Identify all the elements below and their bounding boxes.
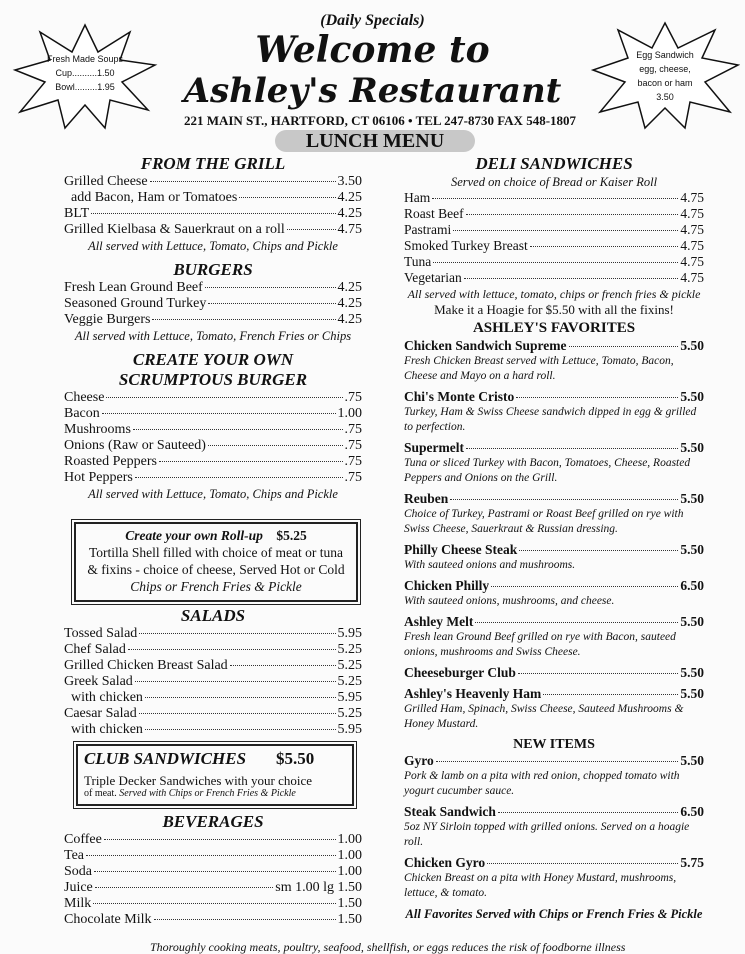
item-name: Milk xyxy=(64,896,92,911)
item-price: 4.75 xyxy=(680,238,704,253)
favorite-item xyxy=(404,804,704,850)
dot-leader xyxy=(516,397,678,398)
item-price: 5.50 xyxy=(680,338,704,353)
dot-leader xyxy=(94,871,336,872)
item-price: sm 1.00 lg 1.50 xyxy=(275,880,362,895)
menu-item xyxy=(64,706,362,722)
favorite-item-header xyxy=(404,686,704,702)
menu-item xyxy=(64,454,362,470)
item-name: Roast Beef xyxy=(404,206,464,221)
item-price: 5.50 xyxy=(680,753,704,768)
item-name: Tea xyxy=(64,848,85,863)
club-price: $5.50 xyxy=(276,749,315,768)
favorites-sides-note: All Favorites Served with Chips or French Fries & Pickle xyxy=(405,907,703,921)
item-name: Greek Salad xyxy=(64,674,133,689)
item-price: 5.75 xyxy=(680,855,704,870)
item-description: Chicken Breast on a pita with Honey Mustard, mushrooms, lettuce, & tomato. xyxy=(404,872,677,899)
item-price: 5.25 xyxy=(337,658,362,673)
item-description: 5oz NY Sirloin topped with grilled onions. Served on a hoagie roll. xyxy=(404,821,690,848)
menu-item xyxy=(64,864,362,880)
egg-line: egg, cheese, xyxy=(639,64,691,74)
item-price: 5.50 xyxy=(680,665,704,680)
rollup-box xyxy=(74,522,358,602)
item-price: 4.25 xyxy=(337,280,362,295)
welcome-title: Welcome to xyxy=(255,29,490,71)
hoagie-note: Make it a Hoagie for $5.50 with all the fixins! xyxy=(434,302,674,317)
item-description: Pork & lamb on a pita with red onion, chopped tomato with yogurt cucumber sauce. xyxy=(404,770,680,797)
item-price: 5.95 xyxy=(337,626,362,641)
dot-leader xyxy=(487,863,678,864)
dot-leader xyxy=(491,586,678,587)
dot-leader xyxy=(208,445,343,446)
deli-list xyxy=(404,190,704,286)
menu-item xyxy=(64,626,362,642)
item-price: .75 xyxy=(344,422,362,437)
dot-leader xyxy=(239,197,335,198)
item-name: Mushrooms xyxy=(64,422,131,437)
item-name: Chocolate Milk xyxy=(64,912,152,927)
favorite-item-header xyxy=(404,804,704,820)
dot-leader xyxy=(475,622,678,623)
item-name: Cheeseburger Club xyxy=(404,665,516,680)
grill-list xyxy=(64,174,362,238)
soup-burst xyxy=(10,20,160,130)
item-name: Chicken Gyro xyxy=(404,855,486,870)
rollup-title: Create your own Roll-up xyxy=(125,528,263,543)
item-name: Bacon xyxy=(64,406,100,421)
dot-leader xyxy=(91,213,335,214)
item-price: .75 xyxy=(344,438,362,453)
beverages-heading: BEVERAGES xyxy=(162,812,264,831)
item-price: 4.75 xyxy=(680,222,704,237)
restaurant-name: Ashley's Restaurant xyxy=(183,71,562,111)
menu-item xyxy=(64,832,362,848)
dot-leader xyxy=(543,694,678,695)
menu-item xyxy=(404,222,704,238)
menu-item xyxy=(64,296,362,312)
dot-leader xyxy=(154,919,336,920)
item-price: 5.50 xyxy=(680,542,704,557)
deli-heading: DELI SANDWICHES xyxy=(475,154,633,173)
menu-item xyxy=(64,390,362,406)
item-name: Hot Peppers xyxy=(64,470,133,485)
dot-leader xyxy=(128,649,336,650)
favorite-item xyxy=(404,614,704,660)
menu-item xyxy=(64,642,362,658)
favorite-item xyxy=(404,389,704,435)
item-name: Ashley's Heavenly Ham xyxy=(404,686,542,701)
egg-line: Egg Sandwich xyxy=(636,50,694,60)
item-name: Ashley Melt xyxy=(404,614,474,629)
favorite-item xyxy=(404,338,704,384)
menu-item xyxy=(404,238,704,254)
item-name: Grilled Kielbasa & Sauerkraut on a roll xyxy=(64,222,285,237)
create-heading-2: SCRUMPTOUS BURGER xyxy=(118,370,308,389)
address: 221 MAIN ST., HARTFORD, CT 06106 • TEL 247-8730 FAX 548-1807 xyxy=(183,113,577,128)
dot-leader xyxy=(95,887,274,888)
item-price: 5.50 xyxy=(680,440,704,455)
dot-leader xyxy=(205,287,336,288)
club-line: of meat. xyxy=(84,788,117,799)
dot-leader xyxy=(466,214,679,215)
dot-leader xyxy=(93,903,335,904)
egg-price: 3.50 xyxy=(656,92,674,102)
item-name: Gyro xyxy=(404,753,434,768)
create-note: All served with Lettuce, Tomato, Chips and Pickle xyxy=(88,487,338,501)
dot-leader xyxy=(208,303,335,304)
grill-note: All served with Lettuce, Tomato, Chips and Pickle xyxy=(88,239,338,253)
item-price: 1.50 xyxy=(337,896,362,911)
menu-item xyxy=(64,422,362,438)
item-name: Steak Sandwich xyxy=(404,804,496,819)
dot-leader xyxy=(519,550,678,551)
item-name: Grilled Cheese xyxy=(64,174,148,189)
item-name: add Bacon, Ham or Tomatoes xyxy=(64,190,238,205)
deli-subtitle: Served on choice of Bread or Kaiser Roll xyxy=(450,175,658,189)
burgers-list xyxy=(64,280,362,328)
item-description: Turkey, Ham & Swiss Cheese sandwich dipped in egg & grilled to perfection. xyxy=(404,406,697,433)
item-description: Fresh Chicken Breast served with Lettuce, Tomato, Bacon, Cheese and Mayo on a hard roll. xyxy=(404,355,674,382)
dot-leader xyxy=(145,697,336,698)
egg-burst xyxy=(590,20,740,130)
lunch-menu-banner: LUNCH MENU xyxy=(275,130,475,152)
grill-heading: FROM THE GRILL xyxy=(140,154,286,173)
menu-item xyxy=(64,406,362,422)
menu-item xyxy=(64,470,362,486)
rollup-price: $5.25 xyxy=(276,528,307,543)
menu-item xyxy=(64,438,362,454)
dot-leader xyxy=(139,713,336,714)
dot-leader xyxy=(450,499,678,500)
egg-line: bacon or ham xyxy=(637,78,693,88)
favorite-item xyxy=(404,578,704,609)
item-name: Onions (Raw or Sauteed) xyxy=(64,438,206,453)
create-heading: CREATE YOUR OWN xyxy=(132,350,294,369)
item-price: 5.50 xyxy=(680,686,704,701)
favorite-item xyxy=(404,440,704,486)
item-description: Fresh lean Ground Beef grilled on rye with Bacon, sauteed onions, mushrooms and Swiss Cheese. xyxy=(404,631,676,658)
item-price: 1.00 xyxy=(337,832,362,847)
dot-leader xyxy=(230,665,336,666)
favorite-item xyxy=(404,753,704,799)
menu-item xyxy=(64,880,362,896)
item-price: 4.25 xyxy=(337,296,362,311)
dot-leader xyxy=(145,729,336,730)
new-items-heading: NEW ITEMS xyxy=(513,737,595,752)
item-name: Cheese xyxy=(64,390,105,405)
dot-leader xyxy=(135,477,343,478)
item-name: Chicken Philly xyxy=(404,578,490,593)
new-items-list xyxy=(404,753,704,901)
menu-item xyxy=(64,658,362,674)
salads-list xyxy=(64,626,362,738)
item-price: 1.50 xyxy=(337,912,362,927)
dot-leader xyxy=(133,429,343,430)
dot-leader xyxy=(139,633,335,634)
burgers-note: All served with Lettuce, Tomato, French Fries or Chips xyxy=(74,329,352,343)
menu-item xyxy=(64,174,362,190)
item-price: 4.75 xyxy=(680,254,704,269)
dot-leader xyxy=(152,319,335,320)
club-sides: Served with Chips or French Fries & Pickle xyxy=(119,788,296,799)
dot-leader xyxy=(104,839,336,840)
item-name: Smoked Turkey Breast xyxy=(404,238,528,253)
favorite-item-header xyxy=(404,491,704,507)
menu-item xyxy=(404,270,704,286)
item-name: Coffee xyxy=(64,832,102,847)
item-name: Grilled Chicken Breast Salad xyxy=(64,658,228,673)
favorite-item xyxy=(404,855,704,901)
menu-item xyxy=(64,690,362,706)
item-description: With sauteed onions, mushrooms, and cheese. xyxy=(404,595,615,607)
dot-leader xyxy=(436,761,679,762)
item-price: 4.75 xyxy=(680,270,704,285)
item-price: 4.75 xyxy=(680,206,704,221)
menu-item xyxy=(64,190,362,206)
dot-leader xyxy=(135,681,336,682)
menu-item xyxy=(64,206,362,222)
menu-item xyxy=(64,312,362,328)
salads-heading: SALADS xyxy=(180,606,246,625)
menu-item xyxy=(64,222,362,238)
item-price: 5.25 xyxy=(337,642,362,657)
rollup-line: Tortilla Shell filled with choice of meat or tuna xyxy=(89,545,343,560)
item-name: Vegetarian xyxy=(404,270,462,285)
dot-leader xyxy=(287,229,336,230)
item-price: 6.50 xyxy=(680,804,704,819)
menu-item xyxy=(404,206,704,222)
favorite-item-header xyxy=(404,578,704,594)
item-description: With sauteed onions and mushrooms. xyxy=(404,559,576,571)
item-name: Pastrami xyxy=(404,222,452,237)
favorite-item xyxy=(404,491,704,537)
item-price: 1.00 xyxy=(337,864,362,879)
item-name: Juice xyxy=(64,880,93,895)
item-description: Grilled Ham, Spinach, Swiss Cheese, Sauteed Mushrooms & Honey Mustard. xyxy=(404,703,684,730)
dot-leader xyxy=(464,278,679,279)
item-name: Philly Cheese Steak xyxy=(404,542,518,557)
dot-leader xyxy=(466,448,678,449)
item-price: .75 xyxy=(344,470,362,485)
rollup-sides: Chips or French Fries & Pickle xyxy=(130,579,302,594)
item-name: Supermelt xyxy=(404,440,464,455)
food-safety-footer: Thoroughly cooking meats, poultry, seafood, shellfish, or eggs reduces the risk of foodborne illness xyxy=(150,940,626,954)
dot-leader xyxy=(518,673,678,674)
dot-leader xyxy=(498,812,678,813)
dot-leader xyxy=(569,346,679,347)
item-description: Choice of Turkey, Pastrami or Roast Beef grilled on rye with Swiss Cheese, Sauerkraut & Russian dressing. xyxy=(404,508,684,535)
favorite-item xyxy=(404,686,704,732)
dot-leader xyxy=(106,397,342,398)
item-price: .75 xyxy=(344,390,362,405)
create-list xyxy=(64,390,362,486)
item-price: 1.00 xyxy=(337,848,362,863)
dot-leader xyxy=(432,198,678,199)
item-price: 3.50 xyxy=(337,174,362,189)
item-name: BLT xyxy=(64,206,90,221)
dot-leader xyxy=(102,413,336,414)
favorite-item xyxy=(404,542,704,573)
menu-item xyxy=(64,280,362,296)
rollup-line: & fixins - choice of cheese, Served Hot or Cold xyxy=(87,562,345,577)
item-name: Chef Salad xyxy=(64,642,126,657)
favorite-item-header xyxy=(404,440,704,456)
menu-item xyxy=(64,722,362,738)
item-price: 4.25 xyxy=(337,312,362,327)
item-price: 4.75 xyxy=(337,222,362,237)
menu-item xyxy=(404,254,704,270)
item-price: 6.50 xyxy=(680,578,704,593)
favorite-item-header xyxy=(404,614,704,630)
item-price: 5.25 xyxy=(337,706,362,721)
beverages-list xyxy=(64,832,362,928)
favorite-item-header xyxy=(404,338,704,354)
item-price: 5.25 xyxy=(337,674,362,689)
item-name: Tossed Salad xyxy=(64,626,138,641)
item-name: Caesar Salad xyxy=(64,706,137,721)
club-line: Triple Decker Sandwiches with your choice xyxy=(84,773,313,788)
item-name: Soda xyxy=(64,864,92,879)
dot-leader xyxy=(150,181,336,182)
item-price: 1.00 xyxy=(337,406,362,421)
club-box xyxy=(76,744,354,806)
dot-leader xyxy=(433,262,678,263)
soup-bowl: Bowl.........1.95 xyxy=(55,82,115,92)
item-name: Fresh Lean Ground Beef xyxy=(64,280,203,295)
favorite-item-header xyxy=(404,855,704,871)
item-name: Roasted Peppers xyxy=(64,454,157,469)
item-price: 5.95 xyxy=(337,722,362,737)
item-name: Ham xyxy=(404,190,431,205)
favorites-heading: ASHLEY'S FAVORITES xyxy=(472,320,636,336)
menu-item xyxy=(64,896,362,912)
dot-leader xyxy=(453,230,678,231)
menu-item xyxy=(64,674,362,690)
item-name: Chicken Sandwich Supreme xyxy=(404,338,567,353)
item-price: 5.50 xyxy=(680,389,704,404)
item-name: with chicken xyxy=(64,690,143,705)
item-name: with chicken xyxy=(64,722,143,737)
item-price: 4.25 xyxy=(337,206,362,221)
item-name: Tuna xyxy=(404,254,432,269)
item-name: Chi's Monte Cristo xyxy=(404,389,515,404)
item-price: 4.25 xyxy=(337,190,362,205)
item-price: 5.50 xyxy=(680,614,704,629)
dot-leader xyxy=(86,855,335,856)
soup-title: Fresh Made Soups xyxy=(46,54,124,64)
menu-item xyxy=(404,190,704,206)
favorite-item-header xyxy=(404,665,704,681)
soup-cup: Cup..........1.50 xyxy=(55,68,115,78)
favorite-item xyxy=(404,665,704,681)
item-price: 4.75 xyxy=(680,190,704,205)
menu-item xyxy=(64,848,362,864)
burgers-heading: BURGERS xyxy=(173,260,253,279)
item-name: Veggie Burgers xyxy=(64,312,151,327)
favorite-item-header xyxy=(404,542,704,558)
favorite-item-header xyxy=(404,753,704,769)
favorite-item-header xyxy=(404,389,704,405)
item-price: .75 xyxy=(344,454,362,469)
daily-specials: (Daily Specials) xyxy=(320,12,425,29)
item-price: 5.95 xyxy=(337,690,362,705)
item-description: Tuna or sliced Turkey with Bacon, Tomatoes, Cheese, Roasted Peppers and Onions on the Grill. xyxy=(404,457,691,484)
favorites-list xyxy=(404,338,704,732)
dot-leader xyxy=(530,246,679,247)
item-price: 5.50 xyxy=(680,491,704,506)
item-name: Seasoned Ground Turkey xyxy=(64,296,207,311)
deli-note: All served with lettuce, tomato, chips or french fries & pickle xyxy=(407,287,701,301)
item-name: Reuben xyxy=(404,491,449,506)
club-title: CLUB SANDWICHES xyxy=(84,749,247,768)
dot-leader xyxy=(159,461,343,462)
menu-item xyxy=(64,912,362,928)
